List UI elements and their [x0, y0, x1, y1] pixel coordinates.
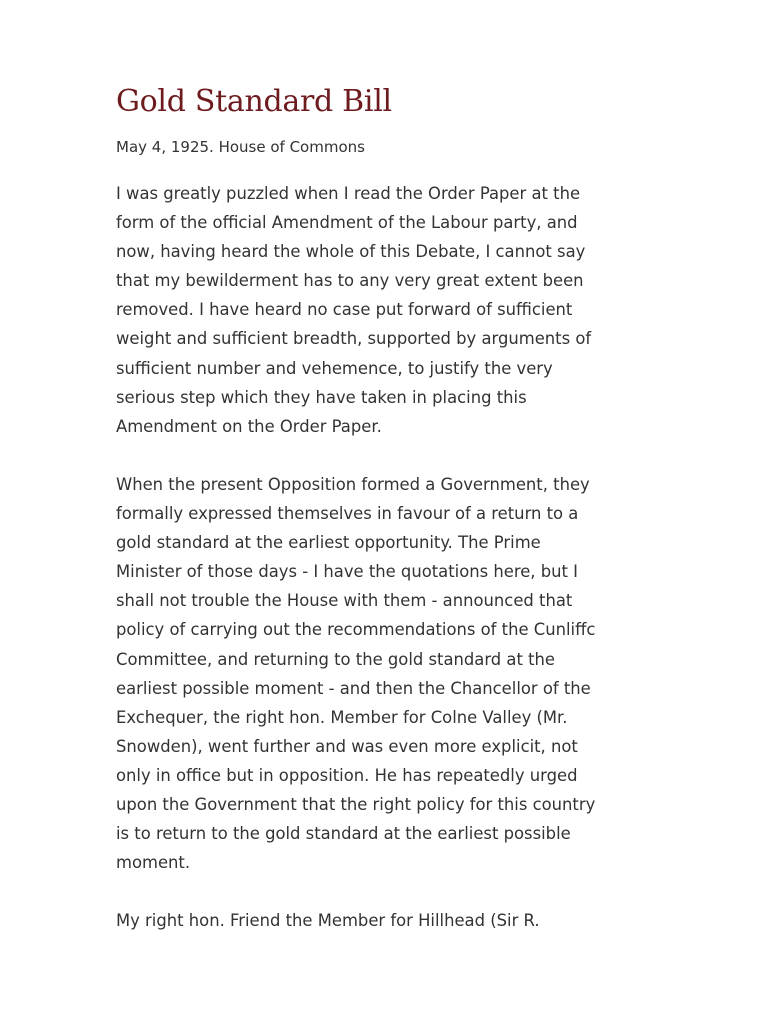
paragraph-line: is to return to the gold standard at the earliest possible — [116, 824, 571, 844]
paragraph-line: gold standard at the earliest opportunity. The Prime — [116, 533, 541, 553]
paragraph-line: removed. I have heard no case put forward of sufficient — [116, 300, 573, 320]
paragraph-line: sufficient number and vehemence, to justify the very — [116, 358, 553, 378]
paragraph-line: that my bewilderment has to any very great extent been — [116, 271, 584, 291]
paragraph-line: I was greatly puzzled when I read the Order Paper at the — [116, 184, 581, 203]
document-subtitle: May 4, 1925. House of Commons — [116, 138, 365, 156]
paragraph-line: upon the Government that the right policy for this country — [116, 794, 596, 814]
paragraph-line: only in office but in opposition. He has repeatedly urged — [116, 765, 578, 785]
paragraph-line: policy of carrying out the recommendations of the Cunliffc — [116, 620, 596, 640]
paragraph-line: moment. — [116, 853, 191, 873]
paragraph-line: Exchequer, the right hon. Member for Colne Valley (Mr. — [116, 707, 568, 727]
paragraph-line: Snowden), went further and was even more explicit, not — [116, 736, 578, 756]
paragraph-line: earliest possible moment - and then the Chancellor of the — [116, 678, 591, 698]
paragraph-line: When the present Opposition formed a Government, they — [116, 474, 590, 494]
paragraph-2 — [116, 470, 656, 877]
paragraph-line: Minister of those days - I have the quotations here, but I — [116, 562, 578, 582]
paragraph-line: now, having heard the whole of this Debate, I cannot say — [116, 242, 586, 262]
paragraph-line: My right hon. Friend the Member for Hillhead (Sir R. — [116, 911, 540, 931]
paragraph-3 — [116, 906, 656, 935]
document-body — [116, 179, 656, 965]
paragraph-line: form of the official Amendment of the Labour party, and — [116, 213, 578, 233]
paragraph-line: weight and sufficient breadth, supported by arguments of — [116, 329, 592, 349]
document-title: Gold Standard Bill — [116, 84, 392, 119]
paragraph-line: formally expressed themselves in favour of a return to a — [116, 504, 579, 524]
paragraph-line: serious step which they have taken in placing this — [116, 387, 527, 407]
paragraph-1 — [116, 179, 656, 441]
paragraph-line: shall not trouble the House with them - announced that — [116, 591, 573, 611]
paragraph-line: Committee, and returning to the gold standard at the — [116, 649, 555, 669]
paragraph-line: Amendment on the Order Paper. — [116, 416, 382, 436]
